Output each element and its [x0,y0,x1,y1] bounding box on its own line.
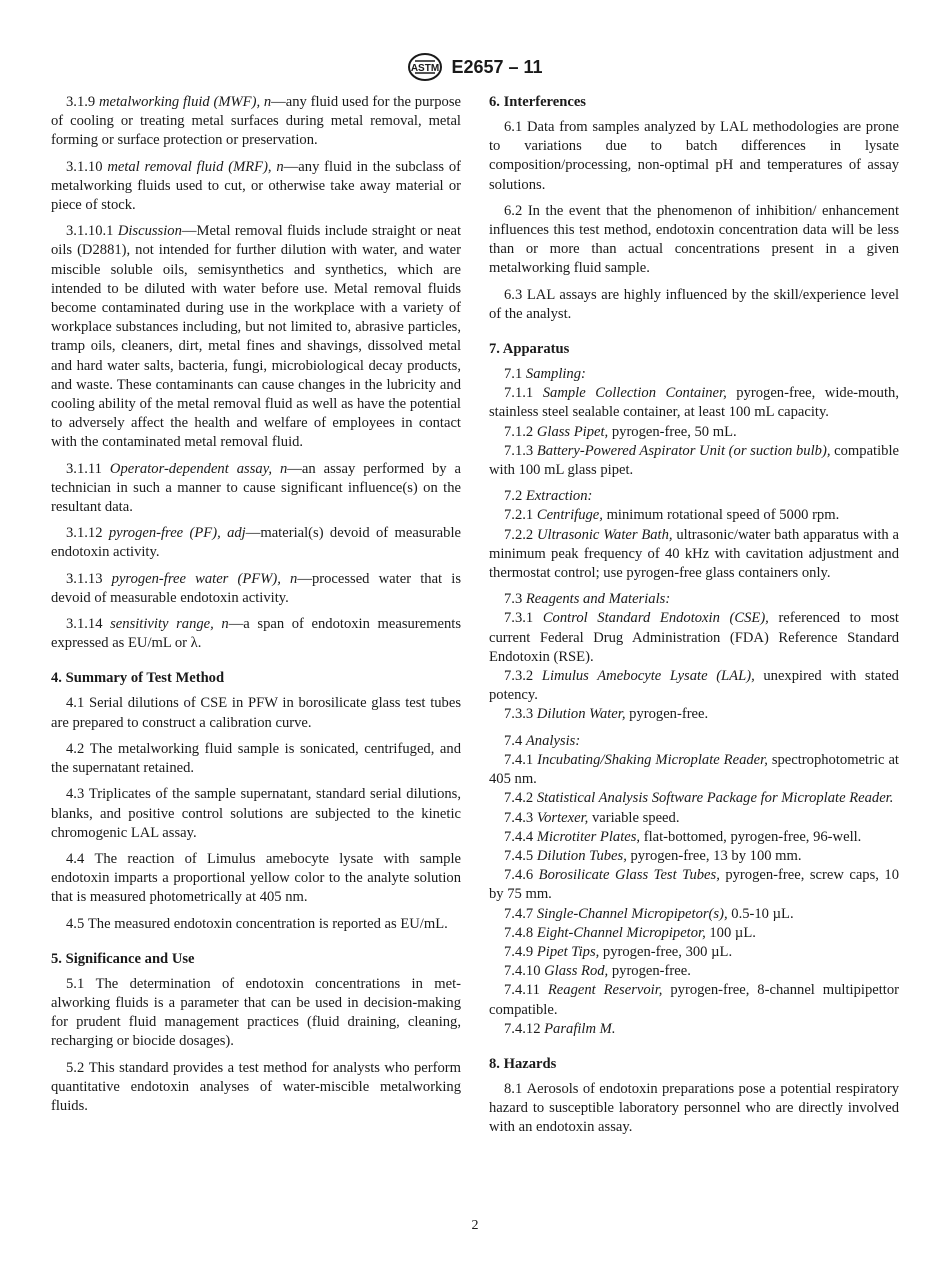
paragraph-number: 3.1.10 [66,158,108,175]
paragraph-text: 0.5-10 µL. [727,905,794,922]
defined-term: Extraction: [525,488,593,505]
defined-term: Discussion [117,223,182,240]
paragraph-number: 7.2 [504,488,526,505]
defined-term: sensitivity range, n [110,616,229,633]
defined-term: Eight-Channel Micropipetor, [536,924,706,941]
paragraph-number: 7.4.5 [504,847,537,864]
section-paragraph [489,590,899,609]
paragraph-number: 4.2 [66,740,90,757]
paragraph-text: —processed water that is devoid of measurable endotoxin activity. [51,570,462,606]
paragraph-text: pyrogen-free, 300 µL. [599,943,733,960]
section-paragraph [51,93,461,151]
section-paragraph [51,975,461,1052]
section-paragraph [51,615,461,653]
paragraph-text: compatible with 100 mL glass pipet. [489,442,899,479]
section-paragraph [489,924,899,943]
section-paragraph [489,365,899,384]
astm-logo-icon [407,52,443,82]
defined-term: pyrogen-free water (PFW), n [111,570,298,587]
section-paragraph [51,740,461,778]
paragraph-text: pyrogen-free, 13 by 100 mm. [626,847,802,864]
paragraph-text: The measured endotoxin concentration is reported as EU/mL. [87,915,448,932]
defined-term: Limulus Amebocyte Lysate (LAL), [541,668,755,685]
paragraph-number: 5.1 [66,975,96,992]
defined-term: Control Standard Endotoxin (CSE), [542,610,769,627]
svg-text:ASTM: ASTM [411,63,440,74]
paragraph-number: 7.4.2 [504,790,537,807]
paragraph-text: 100 µL. [705,924,756,941]
defined-term: Battery-Powered Aspirator Unit (or suction bulb), [536,442,831,459]
section-paragraph [489,751,899,789]
paragraph-number: 6.3 [504,286,527,303]
section-paragraph [489,1020,899,1039]
paragraph-text: referenced to most current Federal Drug Administration (FDA) Reference Standard Endotoxin (RSE). [489,610,899,665]
paragraph-number: 4.4 [66,850,95,867]
paragraph-number: 7.4.9 [504,943,537,960]
paragraph-number: 3.1.14 [66,616,111,633]
defined-term: Dilution Water, [536,706,626,723]
paragraph-text: unexpired with stated potency. [489,668,899,704]
section-paragraph [489,809,899,828]
section-paragraph [51,694,461,732]
paragraph-text: —an assay performed by a technician in such a manner to cause significant influence(s) on the resultant data. [51,460,462,516]
section-paragraph [51,915,461,934]
defined-term: metalworking fluid (MWF), n [98,94,272,110]
section-paragraph [51,570,461,608]
paragraph-number: 7.4 [504,732,526,749]
paragraph-number: 3.1.11 [66,460,110,477]
paragraph-text: Data from samples analyzed by LAL methodologies are prone to variations due to batch differences in lysate composition/processing, non-optimal pH and temperatures of assay solutions. [489,119,900,193]
section-paragraph [51,158,461,216]
paragraph-number: 7.4.10 [504,963,545,980]
defined-term: Parafilm M. [544,1020,616,1037]
paragraph-text: pyrogen-free, wide-mouth, stainless steel sealable container, at least 100 mL capacity. [489,385,899,421]
section-paragraph [51,1059,461,1117]
defined-term: Incubating/Shaking Microplate Reader, [537,751,768,768]
paragraph-text: Aerosols of endotoxin preparations pose a potential respiratory hazard to susceptible laboratory personnel who are directly involved with an endotoxin assay. [489,1080,899,1136]
section-paragraph [489,866,899,904]
paragraph-number: 6.1 [504,119,527,135]
paragraph-number: 4.5 [66,915,88,932]
paragraph-number: 7.1.1 [504,385,543,402]
defined-term: pyrogen-free (PF), adj [108,525,246,542]
section-paragraph [489,442,899,480]
section-paragraph [489,286,899,324]
defined-term: Glass Rod, [544,963,609,980]
section-paragraph [489,828,899,847]
paragraph-number: 3.1.9 [66,94,99,110]
paragraph-number: 7.2.1 [504,507,537,524]
section-paragraph [51,222,461,452]
defined-term: Vortexer, [536,809,589,826]
section-paragraph [489,487,899,506]
right-column [489,93,899,1145]
section-paragraph [489,118,899,195]
paragraph-number: 4.3 [66,786,89,803]
paragraph-text: This standard provides a test method for analysts who perform quantitative endotoxin analyses of water-miscible metalworking fluids. [51,1059,461,1114]
paragraph-text: spectrophotometric at 405 nm. [489,751,899,788]
section-paragraph [489,384,899,422]
paragraph-number: 7.1.2 [504,423,537,440]
paragraph-text: pyrogen-free, 8-channel multipipettor compatible. [489,982,899,1018]
defined-term: Pipet Tips, [536,943,600,960]
paragraph-text: —Metal removal fluids include straight or neat oils (D2881), not intended for further dilution with water, and water miscible soluble oils, semisynthetics and synthetics, which are intended to be diluted with water before use. Metal removal fluids become contaminated during use in the workplace with a variety of workplace substances including, but not limited to, abrasive particles, tramp oils, cleaners, dirt, metal fines and shavings, dissolved metal and hard water salts, bacteria, fungi, microbiological decay products, and waste. These contaminants can cause changes in the lubricity and cooling ability of the metal removal fluid as well as have the potential to adversely affect the health and welfare of employees in contact with the contaminated metal removal fluid. [51,223,462,451]
paragraph-number: 7.2.2 [504,526,537,543]
section-paragraph [489,609,899,667]
paragraph-text: The determination of endotoxin concentrations in metalworking fluids is a parameter that can be used in decision-making for prudent fluid management practices (fluid draining, cleaning, recharging or biocide dosages). [51,975,461,1050]
section-heading: 5. Significance and Use [51,950,195,967]
defined-term: Single-Channel Micropipetor(s), [536,905,728,922]
section-paragraph [489,962,899,981]
section-paragraph [489,943,899,962]
section-paragraph [489,732,899,751]
defined-term: Glass Pipet, [536,423,609,440]
page-number: 2 [471,1218,479,1233]
paragraph-number: 7.4.11 [504,982,548,999]
paragraph-number: 4.1 [66,695,89,712]
paragraph-number: 7.4.7 [504,905,537,922]
paragraph-number: 3.1.13 [66,570,112,587]
paragraph-text: pyrogen-free, 50 mL. [608,423,737,440]
section-paragraph [489,202,899,279]
defined-term: Reagent Reservoir, [547,982,663,999]
section-paragraph [489,847,899,866]
paragraph-number: 7.4.6 [504,867,539,884]
section-paragraph [51,785,461,843]
paragraph-number: 7.1 [504,366,526,383]
paragraph-text: pyrogen-free. [625,706,709,723]
section-paragraph [489,789,899,808]
section-heading: 4. Summary of Test Method [51,670,225,687]
paragraph-text: flat-bottomed, pyrogen-free, 96-well. [640,828,862,845]
paragraph-number: 7.4.4 [504,828,537,845]
paragraph-text: Serial dilutions of CSE in PFW in borosilicate glass test tubes are prepared to construct a calibration curve. [51,695,461,731]
section-heading: 8. Hazards [489,1055,557,1072]
paragraph-text: minimum rotational speed of 5000 rpm. [602,507,840,524]
paragraph-text: —a span of endotoxin measurements expressed as EU/mL or λ. [51,616,461,652]
defined-term: Reagents and Materials: [525,591,671,608]
paragraph-number: 5.2 [66,1059,89,1076]
section-paragraph [489,506,899,525]
section-paragraph [51,524,461,562]
defined-term: Statistical Analysis Software Package for Microplate Reader. [536,790,894,807]
paragraph-number: 6.2 [504,202,528,219]
paragraph-text: Triplicates of the sample supernatant, standard serial dilutions, blanks, and positive control solutions are subjected to the kinetic chromogenic LAL assay. [51,786,462,841]
section-paragraph [489,526,899,584]
paragraph-text: pyrogen-free, screw caps, 10 by 75 mm. [489,867,899,903]
document-id: E2657 – 11 [451,56,543,77]
paragraph-text: In the event that the phenomenon of inhibition/ enhancement influences this test method, endotoxin concentration data will be less than or more than actual concentrations present in a given metalworking fluid sample. [489,202,899,277]
paragraph-text: —material(s) devoid of measurable endotoxin activity. [51,525,461,561]
paragraph-number: 7.4.1 [504,751,538,768]
paragraph-number: 7.3 [504,591,526,608]
defined-term: Sample Collection Container, [542,385,727,402]
section-paragraph [51,460,461,518]
section-paragraph [51,850,461,908]
section-heading: 6. Interferences [489,94,586,110]
defined-term: Analysis: [525,732,581,749]
paragraph-number: 7.4.8 [504,924,537,941]
section-paragraph [489,423,899,442]
defined-term: Operator-dependent assay, n [109,460,288,477]
defined-term: metal removal fluid (MRF), n [107,158,284,175]
paragraph-number: 7.4.3 [504,809,537,826]
paragraph-text: —any fluid in the subclass of metalworking fluids used to cut, or otherwise take away material or piece of stock. [51,158,461,214]
section-paragraph [489,981,899,1019]
paragraph-text: The reaction of Limulus amebocyte lysate with sample endotoxin imparts a proportional yellow color to the analyte solution that is measured photometrically at 405 nm. [51,850,462,906]
paragraph-text: ultrasonic/water bath apparatus with a minimum peak frequency of 40 kHz with cavitation adjustment and thermostat control; use pyrogen-free glass containers only. [489,526,899,582]
paragraph-text: The metalworking fluid sample is sonicated, centrifuged, and the supernatant retained. [51,740,461,777]
defined-term: Borosilicate Glass Test Tubes, [538,867,720,884]
paragraph-text: LAL assays are highly influenced by the skill/experience level of the analyst. [489,286,899,322]
paragraph-number: 7.3.3 [504,706,537,723]
defined-term: Ultrasonic Water Bath, [536,526,673,543]
section-paragraph [489,705,899,724]
paragraph-text: variable speed. [588,809,680,826]
section-heading: 7. Apparatus [489,341,570,358]
section-paragraph [489,667,899,705]
section-paragraph [489,905,899,924]
paragraph-number: 3.1.12 [66,525,109,542]
paragraph-number: 8.1 [504,1080,527,1097]
paragraph-text: pyrogen-free. [608,963,691,980]
defined-term: Centrifuge, [536,507,603,524]
defined-term: Microtiter Plates, [536,828,641,845]
defined-term: Dilution Tubes, [536,847,627,864]
section-paragraph [489,1080,899,1138]
paragraph-number: 7.1.3 [504,442,537,459]
defined-term: Sampling: [525,366,586,383]
paragraph-number: 3.1.10.1 [66,223,118,240]
paragraph-text: —any fluid used for the purpose of cooling or treating metal surfaces during metal removal, metal forming or surface protection or preservation. [51,94,461,149]
page-header [0,52,950,82]
paragraph-number: 7.3.2 [504,668,542,685]
paragraph-number: 7.3.1 [504,610,543,627]
paragraph-number: 7.4.12 [504,1020,545,1037]
left-column [51,93,461,1123]
